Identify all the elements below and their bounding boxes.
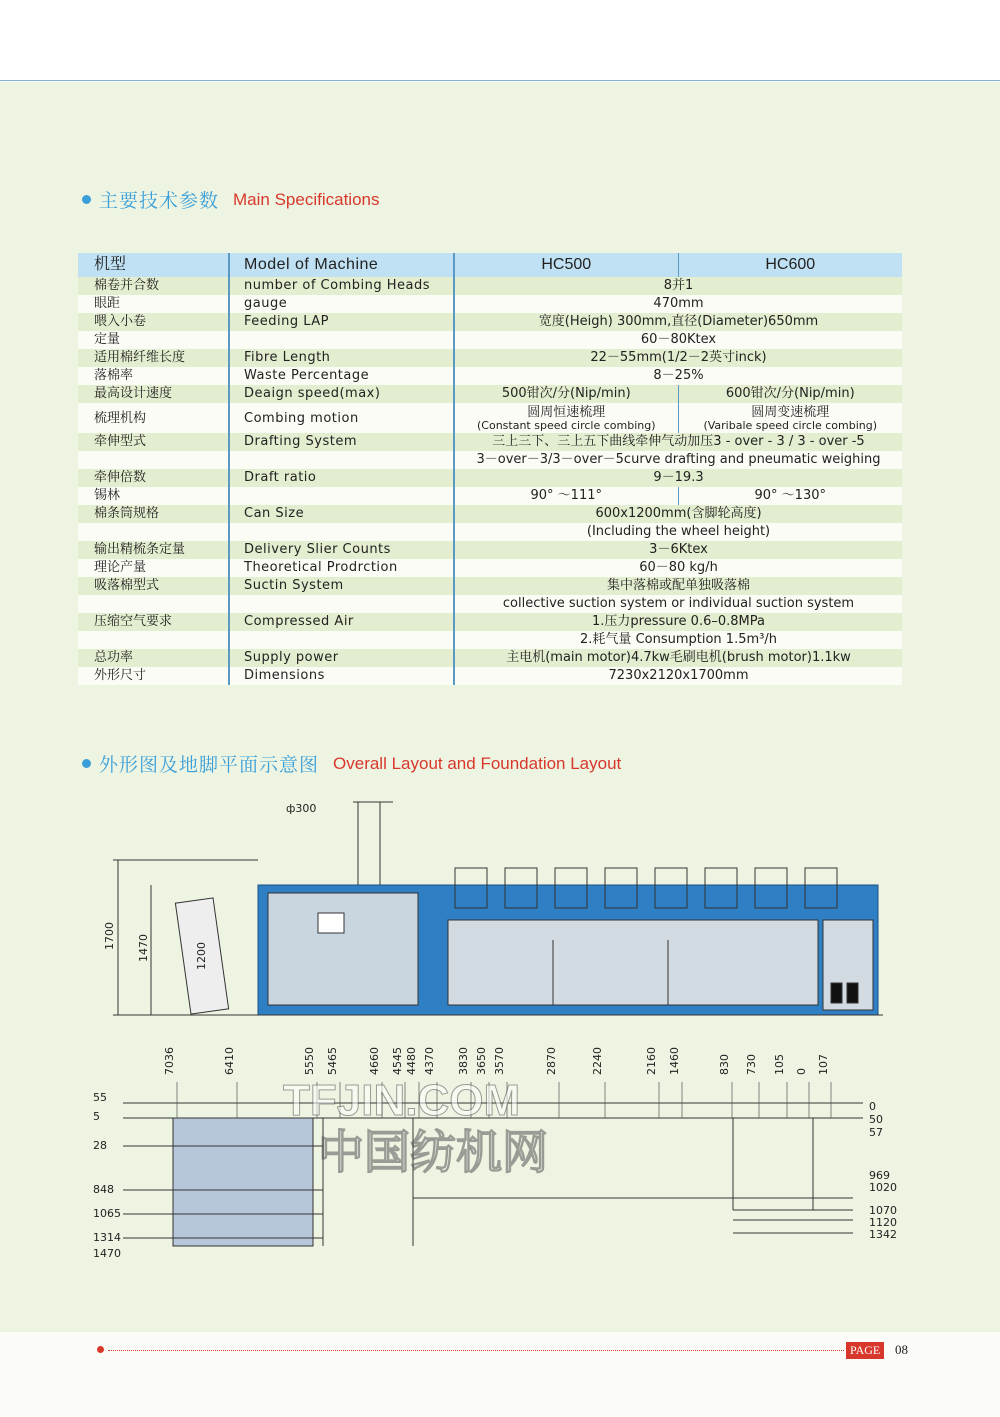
x-dim-label: 730 [745,1054,758,1075]
spec-title-en: Main Specifications [233,189,380,209]
spec-title-zh: 主要技术参数 [99,190,220,212]
row-label-en: Draft ratio [229,469,454,487]
row-label-en: Waste Percentage [229,367,454,385]
row-value: 主电机(main motor)4.7kw毛刷电机(brush motor)1.1kw [454,649,902,667]
row-label-zh [78,451,229,469]
bullet-icon [82,759,91,768]
spec-table [78,253,902,685]
row-value: 8并1 [454,277,902,295]
header-model-1: HC500 [454,253,678,277]
row-value-hc500 [454,487,678,505]
row-label-en [229,595,454,613]
row-label-zh: 定量 [78,331,229,349]
row-value: 9－19.3 [454,469,902,487]
row-label-zh: 锡林 [78,487,229,505]
table-row [78,349,902,367]
row-label-en: Combing motion [229,403,454,433]
row-label-en [229,451,454,469]
x-dim-label: 7036 [163,1047,176,1075]
value-text: 90° ～111° [530,488,602,503]
row-value: 3－6Ktex [454,541,902,559]
left-dim-label: 1470 [93,1247,121,1260]
row-label-zh: 最高设计速度 [78,385,229,403]
row-value: 60－80Ktex [454,331,902,349]
row-label-zh: 梳理机构 [78,403,229,433]
row-label-en: Drafting System [229,433,454,451]
left-dim-label: 55 [93,1091,107,1104]
top-margin [0,0,1000,80]
footer-dot [97,1346,104,1353]
value-text: 500钳次/分(Nip/min) [501,386,631,401]
table-row [78,385,902,403]
left-dim-label: 1314 [93,1231,121,1244]
table-row [78,367,902,385]
row-value-hc500 [454,385,678,403]
watermark-en: TFJIN.COM [283,1076,521,1125]
row-value-hc600 [678,403,902,433]
table-row [78,313,902,331]
table-row [78,487,902,505]
row-value: (Including the wheel height) [454,523,902,541]
x-dim-label: 3650 [475,1047,488,1075]
right-dim-label: 0 [869,1100,876,1113]
left-dimension-labels [93,1091,121,1260]
x-dim-label: 6410 [223,1047,236,1075]
table-row [78,631,902,649]
row-label-zh: 喂入小卷 [78,313,229,331]
right-dim-label: 1342 [869,1228,897,1241]
value-text: 圆周恒速梳理 [527,404,606,420]
row-label-en [229,331,454,349]
height-1700: 1700 [103,922,116,950]
row-label-zh: 输出精梳条定量 [78,541,229,559]
row-value: 集中落棉或配单独吸落棉 [454,577,902,595]
row-label-en: gauge [229,295,454,313]
row-label-en: Dimensions [229,667,454,685]
row-label-en [229,487,454,505]
page-number: 08 [895,1342,908,1357]
watermark-zh: 中国纺机网 [318,1125,548,1179]
right-dim-label: 1120 [869,1216,897,1229]
layout-drawing [93,790,911,1280]
x-dim-label: 5550 [303,1047,316,1075]
row-value-hc600 [678,487,902,505]
lap-area-hatch [173,1118,313,1246]
row-value: 22－55mm(1/2－2英寸inck) [454,349,902,367]
row-label-zh: 吸落棉型式 [78,577,229,595]
row-label-en: Feeding LAP [229,313,454,331]
row-label-en: number of Combing Heads [229,277,454,295]
x-dim-label: 2870 [545,1047,558,1075]
table-row [78,469,902,487]
row-label-zh: 牵伸倍数 [78,469,229,487]
right-dim-label: 57 [869,1126,883,1139]
table-row [78,613,902,631]
control-panel-screen [318,913,344,933]
row-label-en [229,523,454,541]
table-row [78,577,902,595]
table-row [78,403,902,433]
value-text: 圆周变速梳理 [751,404,830,420]
height-1200: 1200 [195,942,208,970]
row-label-zh: 总功率 [78,649,229,667]
header-zh: 机型 [78,253,229,277]
row-label-en: Deaign speed(max) [229,385,454,403]
left-dim-label: 5 [93,1110,100,1123]
row-value: 8－25% [454,367,902,385]
row-value: 3－over－3/3－over－5curve drafting and pneumatic weighing [454,451,902,469]
x-dim-label: 105 [773,1054,786,1075]
right-dim-label: 1020 [869,1181,897,1194]
diameter-dim: ф300 [286,802,317,815]
table-row [78,523,902,541]
x-dim-label: 2240 [591,1047,604,1075]
value-subtext: (Varibale speed circle combing) [703,418,878,432]
row-label-zh: 棉卷并合数 [78,277,229,295]
row-label-en: Theoretical Prodrction [229,559,454,577]
right-dim-label: 1070 [869,1204,897,1217]
row-value: 470mm [454,295,902,313]
x-dim-label: 5465 [326,1047,339,1075]
x-dim-label: 1460 [668,1047,681,1075]
header-en: Model of Machine [229,253,454,277]
row-label-en: Compressed Air [229,613,454,631]
table-row [78,295,902,313]
table-row [78,451,902,469]
layout-title-en: Overall Layout and Foundation Layout [333,753,622,773]
spec-section-title [82,186,379,213]
row-label-zh: 理论产量 [78,559,229,577]
right-dim-label: 969 [869,1169,890,1182]
row-label-en: Fibre Length [229,349,454,367]
row-label-zh: 牵伸型式 [78,433,229,451]
row-value: 1.压力pressure 0.6–0.8MPa [454,613,902,631]
layout-section-title [82,750,621,777]
value-text: 600钳次/分(Nip/min) [725,386,855,401]
table-row [78,649,902,667]
table-row [78,595,902,613]
x-dim-label: 830 [718,1054,731,1075]
row-label-zh: 适用棉纤维长度 [78,349,229,367]
table-row [78,277,902,295]
row-label-zh: 棉条筒规格 [78,505,229,523]
row-value: 60－80 kg/h [454,559,902,577]
row-label-zh: 眼距 [78,295,229,313]
table-row [78,559,902,577]
table-row [78,433,902,451]
page-label: PAGE [846,1342,884,1359]
table-row [78,667,902,685]
row-value-hc600 [678,385,902,403]
right-dim-label: 50 [869,1113,883,1126]
table-row [78,331,902,349]
row-label-en: Suctin System [229,577,454,595]
header-model-2: HC600 [678,253,902,277]
table-row [78,505,902,523]
row-label-zh: 落棉率 [78,367,229,385]
row-label-zh: 外形尺寸 [78,667,229,685]
row-label-zh [78,631,229,649]
row-value-hc500 [454,403,678,433]
value-subtext: (Constant speed circle combing) [477,418,656,432]
watermark [283,1076,548,1179]
row-value: 2.耗气量 Consumption 1.5m³/h [454,631,902,649]
row-label-zh: 压缩空气要求 [78,613,229,631]
x-dim-label: 4545 [391,1047,404,1075]
row-label-en: Delivery Slier Counts [229,541,454,559]
combing-section-cover [448,920,818,1005]
x-dim-label: 0 [795,1068,808,1075]
row-label-en: Can Size [229,505,454,523]
row-value: 7230x2120x1700mm [454,667,902,685]
x-dim-label: 4480 [405,1047,418,1075]
row-value: 三上三下、三上五下曲线牵伸气动加压3 - over - 3 / 3 - over -5 [454,433,902,451]
head-housing [268,893,418,1005]
height-1470: 1470 [137,934,150,962]
left-dim-label: 848 [93,1183,114,1196]
row-label-zh [78,523,229,541]
value-text: 90° ～130° [754,488,826,503]
top-rule [0,80,1000,81]
row-value: 宽度(Heigh) 300mm,直径(Diameter)650mm [454,313,902,331]
right-dimension-labels [869,1100,897,1241]
row-label-en: Supply power [229,649,454,667]
vent-left [831,983,842,1003]
x-dim-label: 2160 [645,1047,658,1075]
left-dim-label: 1065 [93,1207,121,1220]
table-row [78,541,902,559]
left-dim-label: 28 [93,1139,107,1152]
x-dim-label: 3830 [457,1047,470,1075]
x-dim-label: 4660 [368,1047,381,1075]
machine-elevation [113,802,883,1015]
vent-right [847,983,858,1003]
x-dim-label: 3570 [493,1047,506,1075]
bullet-icon [82,195,91,204]
table-header-row [78,253,902,277]
footer-rule [108,1350,844,1351]
layout-title-zh: 外形图及地脚平面示意图 [99,754,320,776]
row-label-zh [78,595,229,613]
row-label-en [229,631,454,649]
x-dim-label: 107 [817,1054,830,1075]
row-value: collective suction system or individual suction system [454,595,902,613]
x-dim-label: 4370 [423,1047,436,1075]
row-value: 600x1200mm(含脚轮高度) [454,505,902,523]
